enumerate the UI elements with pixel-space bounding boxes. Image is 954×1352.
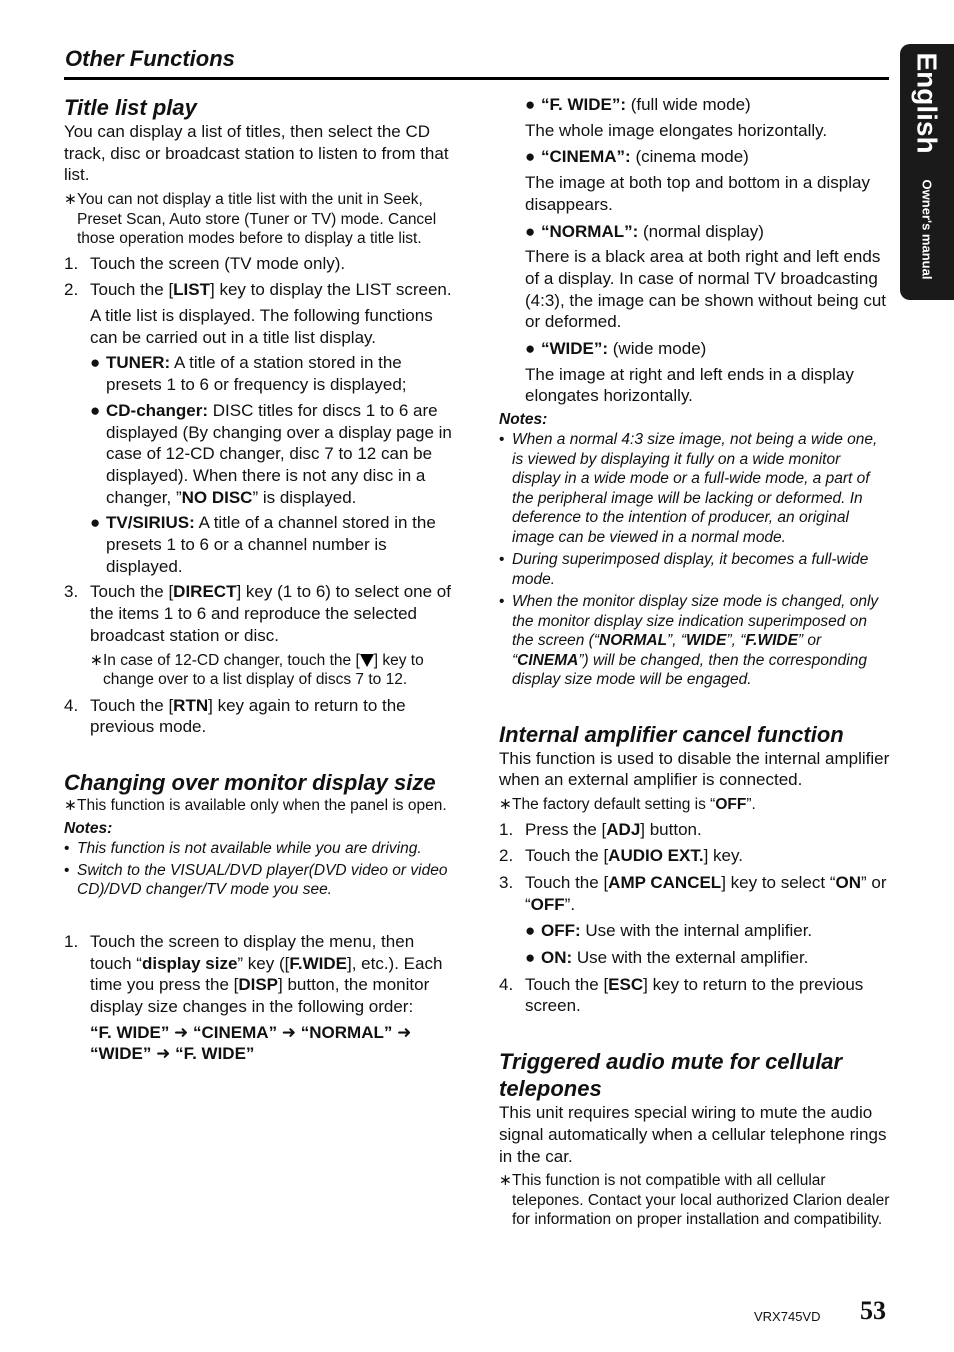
display-size-note-1: • This function is not available while you are driving.	[64, 840, 422, 858]
display-size-step-1: 1. Touch the screen to display the menu, then touch “display size” key ([F.WIDE], etc.). Each time you press the [DISP] button, the monitor display size changes in the following order:	[64, 931, 443, 1017]
amp-on-bullet: ● ON: Use with the external amplifier.	[525, 948, 809, 968]
amp-step-3: 3. Touch the [AMP CANCEL] key to select “ON” or “OFF”.	[499, 872, 887, 914]
display-size-sequence: “F. WIDE” ➜ “CINEMA” ➜ “NORMAL” ➜ “WIDE” ➜ “F. WIDE”	[90, 1022, 412, 1064]
cd-changer-bullet: ● CD-changer: DISC titles for discs 1 to 6 are displayed (By changing over a display page in case of 12-CD changer, disc 7 to 12 can be displayed). When there is not any disc in a changer, ”NO DISC” is displayed.	[90, 400, 452, 507]
mute-heading: Triggered audio mute for cellular telepones	[499, 1049, 843, 1102]
title-list-step-2-desc: A title list is displayed. The following functions can be carried out in a title list display.	[90, 306, 433, 347]
down-triangle-icon	[360, 654, 374, 667]
display-size-notes-title: Notes:	[64, 820, 113, 838]
amp-step-1: 1. Press the [ADJ] button.	[499, 819, 702, 839]
manual-tab-label: Owner's manual	[919, 179, 935, 279]
title-list-note: ∗You can not display a title list with the unit in Seek, Preset Scan, Auto store (Tuner or TV) mode. Cancel those operation modes before to display a title list.	[64, 191, 437, 248]
amp-heading: Internal amplifier cancel function	[499, 721, 844, 747]
display-size-heading: Changing over monitor display size	[64, 769, 436, 795]
header-rule	[64, 77, 889, 80]
tv-sirius-bullet: ● TV/SIRIUS: A title of a channel stored in the presets 1 to 6 or a channel number is displayed.	[90, 513, 436, 576]
display-size-note: ∗This function is available only when the panel is open.	[64, 796, 447, 814]
amp-off-bullet: ● OFF: Use with the internal amplifier.	[525, 921, 813, 941]
mode-cinema: ● “CINEMA”: (cinema mode)	[525, 147, 749, 167]
page-number: 53	[860, 1296, 886, 1325]
mode-f-wide-desc: The whole image elongates horizontally.	[525, 120, 828, 140]
amp-step-2: 2. Touch the [AUDIO EXT.] key.	[499, 846, 743, 866]
right-column	[499, 94, 891, 1230]
display-size-note-2: • Switch to the VISUAL/DVD player(DVD video or video CD)/DVD changer/TV mode you see.	[64, 861, 448, 899]
tuner-bullet: ● TUNER: A title of a station stored in the presets 1 to 6 or frequency is displayed;	[90, 353, 407, 395]
mode-wide: ● “WIDE”: (wide mode)	[525, 339, 707, 359]
mode-normal: ● “NORMAL”: (normal display)	[525, 221, 764, 241]
display-note-3: • When the monitor display size mode is changed, only the monitor display size indication superimposed on the screen (“NORMAL”, “WIDE”, “F.WIDE” or “CINEMA”) will be changed, then the corresponding display size mode will be engaged.	[499, 593, 879, 689]
language-side-tab	[900, 44, 954, 300]
left-column	[64, 94, 456, 1065]
amp-step-4: 4. Touch the [ESC] key to return to the previous screen.	[499, 974, 864, 1016]
display-note-1: • When a normal 4:3 size image, not being a wide one, is viewed by displaying it fully on a wide monitor display in a wide mode or a full-wide mode, a part of the peripheral image will be lacking or deformed. In deference to the intention of producer, an original image can be viewed in a normal mode.	[499, 431, 878, 546]
title-list-heading: Title list play	[64, 95, 197, 120]
mute-note: ∗This function is not compatible with all cellular telepones. Contact your local authorized Clarion dealer for information on proper installation and compatibility.	[499, 1172, 890, 1229]
section-header: Other Functions	[65, 46, 235, 71]
amp-note: ∗The factory default setting is “OFF”.	[499, 796, 756, 814]
title-list-step-1: 1. Touch the screen (TV mode only).	[64, 253, 346, 273]
language-tab-label: English	[912, 52, 943, 154]
model-number: VRX745VD	[754, 1309, 821, 1324]
display-notes-title: Notes:	[499, 411, 548, 429]
title-list-step-3: 3. Touch the [DIRECT] key (1 to 6) to select one of the items 1 to 6 and reproduce the selected broadcast station or disc.	[64, 582, 451, 645]
mode-f-wide: ● “F. WIDE”: (full wide mode)	[525, 95, 751, 114]
mode-cinema-desc: The image at both top and bottom in a display disappears.	[525, 173, 870, 214]
display-note-2: • During superimposed display, it becomes a full-wide mode.	[499, 551, 869, 588]
title-list-step-2: 2. Touch the [LIST] key to display the LIST screen.	[64, 280, 452, 300]
mute-intro: This unit requires special wiring to mute the audio signal automatically when a cellular telephone rings in the car.	[499, 1103, 887, 1166]
title-list-intro: You can display a list of titles, then select the CD track, disc or broadcast station to listen to from that list.	[64, 122, 449, 185]
amp-intro: This function is used to disable the internal amplifier when an external amplifier is connected.	[499, 748, 890, 790]
title-list-step-3-note: ∗In case of 12-CD changer, touch the [ ] key to change over to a list display of discs 7 to 12.	[90, 651, 424, 689]
mode-normal-desc: There is a black area at both right and left ends of a display. In case of normal TV broadcasting (4:3), the image can be shown without being cut or deformed.	[525, 247, 886, 332]
mode-wide-desc: The image at right and left ends in a display elongates horizontally.	[525, 364, 854, 406]
title-list-step-4: 4. Touch the [RTN] key again to return to the previous mode.	[64, 695, 406, 737]
